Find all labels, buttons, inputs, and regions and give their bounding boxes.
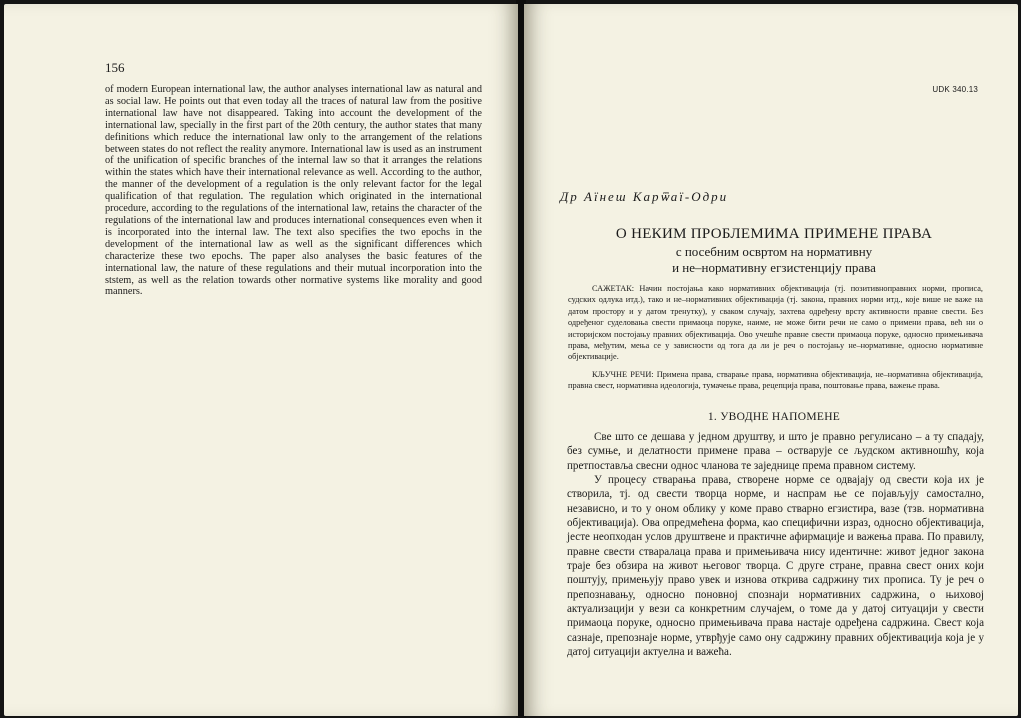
article-title: О НЕКИМ ПРОБЛЕМИМА ПРИМЕНЕ ПРАВА xyxy=(615,226,933,242)
article-author: Др Аїнеш Карѿаї-Одри xyxy=(560,189,729,204)
article-subtitle-line2: и не–нормативну егзистенцију права xyxy=(672,260,876,275)
summary-paragraph: САЖЕТАК: Начин постојања како нормативних објективација (тј. позитивноправних норми, прописа, судских одлука итд.), тако и не–нормативних објективација (тј. закона, правних норми итд., које више не важе на датом простору и у датом тренутку), у сваком случају, захтева одређену врсту активности правне свести. Без одређеног суделовања свести примаоца поруке, наиме, не може бити речи не само о примени права, већ ни о историјском постојању правних објективација. Ово учешће правне свести примаоца поруке, односно примењивача права, међутим, мења се у зависности од тога да ли је реч о постојању не–нормативне, односно нормативне објективације. xyxy=(568,284,983,362)
keywords-paragraph: КЉУЧНЕ РЕЧИ: Примена права, стварање права, нормативна објективација, не–нормативна објективација, правна свест, нормативна идеологија, тумачење права, рецепција права, поштовање права, важење права. xyxy=(568,370,983,391)
left-page xyxy=(4,4,518,716)
page-number: 156 xyxy=(105,60,125,75)
body-paragraph: У процесу стварања права, створене норме се одвајају од свести која их је створила, тј. од свести творца норме, и наспрам ње се појављују самостално, независно, и то у оном облику у коме право стварно егзистира, вазе (тзв. нормативна објективација). Ова опредмећена форма, као специфични израз, односно објективација, јесте неопходан услов друштвене и практичне афирмације и важења права. По правилу, правне свести стваралаца права и примењивача нису идентичне: живот једног закона траје без обзира на живот његовог творца. С друге стране, правна свест оних који поштују, примењују право увек и изнова открива садржину тих прописа. Ту је реч о препознавању, односно поновној спознаји нормативних садржина, о њиховој актуализацији у вези са конкретним случајем, о томе да у датој ситуацији у свести примаоца поруке, односно примењивача права настаје одређена садржина. Свест која сазнаје, препознаје норме, утврђује само ону садржину правних објективација која је у датој ситуацији актуелна и важећа. xyxy=(567,474,984,659)
body-paragraph: Све што се дешава у једном друштву, и што је правно регулисано – а ту спадају, без сумње, и делатности примене права – остварује се људском активношћу, која претпоставља свесни однос чланова те заједнице према правном систему. xyxy=(567,431,984,472)
article-subtitle-line1: с посебним освртом на нормативну xyxy=(675,244,873,259)
article-body xyxy=(567,430,984,660)
section-heading: 1. УВОДНЕ НАПОМЕНЕ xyxy=(707,411,841,423)
udk-code: UDK 340.13 xyxy=(932,85,978,94)
english-abstract: of modern European international law, the author analyses international law as natural and as social law. He points out that even today all the traces of natural law from the positive international law have not disappeared. Taking into account the development of the international law, specially in the first part of the 20th century, the author states that many definitions which reduce the international law only to the arrangement of the relations between states do not reflect the reality anymore. International law is used as an instrument of the unification of specific branches of the internal law so that it arranges the relations within the states which have their international relevance as well. According to the author, the manner of the development of a regulation is the only relevant factor for the legal qualification of that regulation. The regulation which originated in the international procedure, according to the regulations of the international law, retains the character of the regulations of the international law and produces international consequences even when it is incorporated into the internal law. The text also specifies the two epochs in the development of the international law as well as the significant differences which characterize these two epochs. The paper also analyses the basic features of the international law, the nature of these regulations and their mutual incorporation into the ststem, as well as the relation towards other normative systems like morality and good manners. xyxy=(105,84,482,298)
right-page xyxy=(524,4,1018,716)
show-through-text xyxy=(94,294,484,654)
